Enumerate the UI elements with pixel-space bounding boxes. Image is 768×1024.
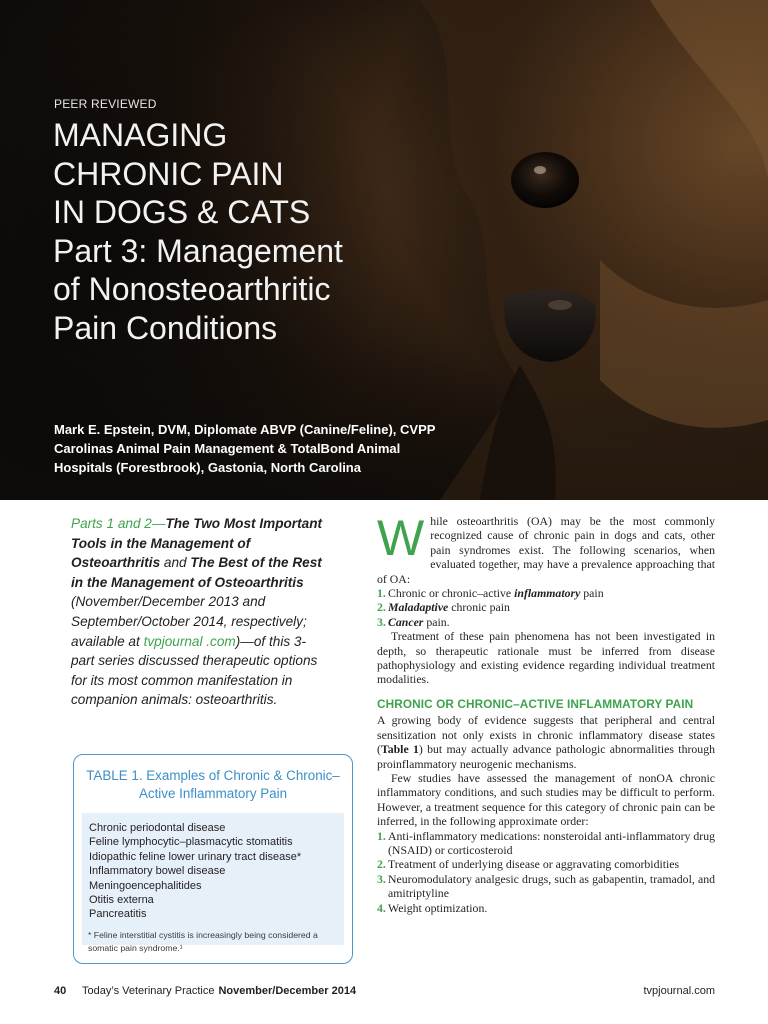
title-line: MANAGING bbox=[53, 117, 228, 153]
list-text-em: Maladaptive bbox=[388, 600, 449, 615]
article-title bbox=[53, 116, 453, 347]
list-text bbox=[388, 600, 715, 614]
author-location: Hospitals (Forestbrook), Gastonia, North Carolina bbox=[54, 460, 361, 475]
list-text bbox=[388, 586, 715, 600]
article-body bbox=[377, 510, 716, 915]
intro-and: and bbox=[160, 555, 191, 571]
table-item: Inflammatory bowel disease bbox=[89, 865, 226, 878]
paragraph-text: ) but may actually advance pathologic abnormalities through proinflammatory neurogenic mechanisms. bbox=[377, 742, 716, 771]
table-footnote: * Feline interstitial cystitis is increasingly being considered a somatic pain syndrome.¹ bbox=[88, 930, 318, 953]
list-number: 2. bbox=[377, 857, 386, 872]
list-text: Anti-inflammatory medications: nonsteroidal anti-inflammatory drug (NSAID) or corticosteroid bbox=[388, 828, 715, 857]
author-name: Mark E. Epstein, DVM, Diplomate ABVP (Canine/Feline), CVPP bbox=[54, 422, 436, 437]
table-reference[interactable]: Table 1 bbox=[380, 742, 419, 757]
list-text: Treatment of underlying disease or aggravating comorbidities bbox=[388, 857, 680, 872]
list-item bbox=[377, 829, 715, 858]
intro-dates: (November/December 2013 and September/October 2014, respectively; available at bbox=[71, 594, 307, 649]
section-heading: CHRONIC OR CHRONIC–ACTIVE INFLAMMATORY PAIN bbox=[377, 696, 694, 711]
list-item bbox=[377, 586, 715, 600]
title-line: Pain Conditions bbox=[53, 309, 278, 346]
hero-banner bbox=[0, 0, 768, 500]
author-affiliation: Carolinas Animal Pain Management & TotalBond Animal bbox=[54, 441, 401, 456]
footer-website-link[interactable]: tvpjournal.com bbox=[643, 985, 715, 997]
list-number: 1. bbox=[377, 828, 386, 843]
paragraph-text: A growing body of evidence suggests that peripheral and central sensitization not only exists in chronic inflammatory disease states ( bbox=[377, 713, 715, 757]
list-number: 2. bbox=[377, 600, 386, 615]
table-list bbox=[82, 813, 344, 945]
treatment-list bbox=[377, 829, 715, 915]
list-text bbox=[388, 615, 715, 629]
series-intro bbox=[71, 514, 323, 710]
table-item: Pancreatitis bbox=[89, 908, 147, 921]
table-1 bbox=[73, 754, 353, 964]
paragraph bbox=[377, 713, 715, 771]
list-number: 3. bbox=[377, 871, 386, 886]
paragraph bbox=[377, 510, 715, 586]
list-item bbox=[377, 901, 715, 915]
list-text-pre: Chronic or chronic–active bbox=[388, 586, 515, 601]
list-text-post: chronic pain bbox=[448, 600, 510, 615]
list-item bbox=[377, 615, 715, 629]
title-line: Part 3: Management bbox=[53, 232, 343, 269]
intro-parts: Parts 1 and 2— bbox=[71, 516, 166, 531]
table-item: Meningoencephalitides bbox=[89, 879, 202, 892]
magazine-title: Today’s Veterinary Practice bbox=[82, 985, 215, 997]
paragraph-text: hile osteoarthritis (OA) may be the most commonly recognized cause of chronic pain in dogs and cats, other pain syndromes exist. The following scenarios, when evaluated together, may have a prevalence approaching that of OA: bbox=[377, 514, 715, 586]
list-number: 3. bbox=[377, 614, 386, 629]
list-item bbox=[377, 600, 715, 614]
pain-types-list bbox=[377, 586, 715, 629]
list-text-post: pain. bbox=[423, 614, 450, 629]
list-number: 1. bbox=[377, 586, 386, 601]
title-line: CHRONIC PAIN bbox=[53, 155, 284, 192]
list-text: Neuromodulatory analgesic drugs, such as gabapentin, tramadol, and amitriptyline bbox=[388, 871, 715, 901]
intro-rest: )—of this 3-part series discussed therapeutic options for its most common manifestation in companion animals: osteoarthritis. bbox=[71, 633, 318, 708]
intro-title-2: The Best of the Rest in the Management of Osteoarthritis bbox=[71, 555, 322, 590]
title-line: of Nonosteoarthritic bbox=[53, 271, 331, 307]
list-text-em: Cancer bbox=[388, 614, 424, 629]
list-text-post: pain bbox=[580, 586, 604, 601]
table-item: Chronic periodontal disease bbox=[89, 822, 226, 834]
list-item bbox=[377, 872, 715, 901]
list-text-em: inflammatory bbox=[514, 586, 581, 601]
author-byline bbox=[54, 420, 534, 477]
issue-date: November/December 2014 bbox=[218, 985, 357, 997]
table-item: Feline lymphocytic–plasmacytic stomatitis bbox=[89, 836, 293, 849]
list-number: 4. bbox=[377, 900, 386, 915]
peer-reviewed-label: PEER REVIEWED bbox=[54, 97, 157, 111]
journal-link[interactable]: tvpjournal .com bbox=[143, 633, 236, 649]
drop-cap: W bbox=[377, 510, 425, 566]
magazine-name bbox=[82, 985, 356, 997]
table-title: TABLE 1. Examples of Chronic & Chronic–Active Inflammatory Pain bbox=[86, 768, 340, 801]
table-item: Idiopathic feline lower urinary tract disease* bbox=[89, 850, 302, 863]
paragraph: Few studies have assessed the management of nonOA chronic inflammatory conditions, and such studies may be difficult to perform. However, a treatment sequence for this category of chronic pain can be inferred, in the following approximate order: bbox=[377, 770, 715, 829]
paragraph: Treatment of these pain phenomena has not been investigated in depth, so therapeutic rationale must be inferred from disease pathophysiology and existing evidence regarding individual treatment modalities. bbox=[377, 629, 715, 687]
list-text: Weight optimization. bbox=[388, 900, 488, 915]
intro-title-1: The Two Most Important Tools in the Management of Osteoarthritis bbox=[71, 516, 323, 571]
page-number: 40 bbox=[54, 985, 67, 997]
table-item: Otitis externa bbox=[89, 894, 154, 907]
title-line: IN DOGS & CATS bbox=[53, 194, 311, 230]
list-item bbox=[377, 857, 715, 871]
